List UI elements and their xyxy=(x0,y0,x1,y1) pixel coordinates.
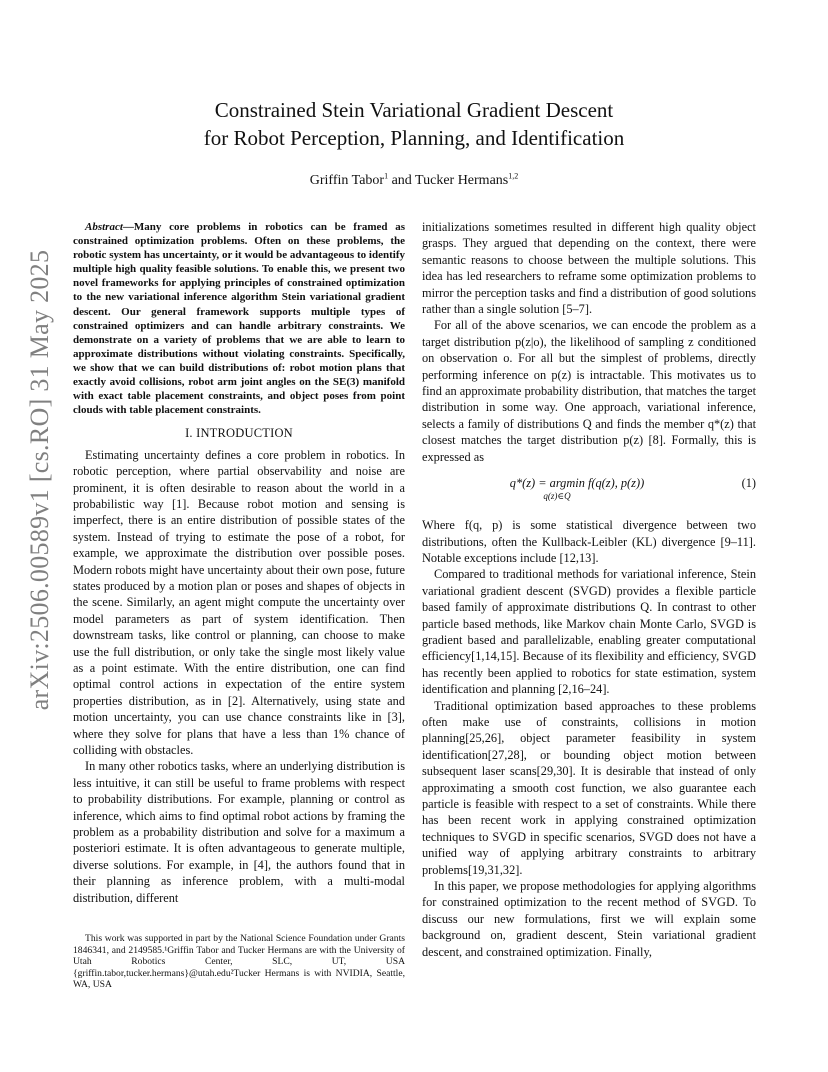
abstract xyxy=(73,220,405,417)
abstract-label: Abstract xyxy=(85,221,123,233)
right-paragraph-4: Traditional optimization based approaches to these problems often make use of constraints, collisions in motion planning[25,26], object parameter feasibility in system identification[27,28], or bounding object motion between subsequent laser scans[29,30]. It is desirable that instead of only approximating a smooth cost function, we also guarantee each particle is feasible with respect to a set of constraints. While there has been recent work in applying constrained optimization techniques to SVGD in specific scenarios, SVGD does not have a unified way of applying arbitrary constraints to arbitrary problems[19,31,32]. xyxy=(422,698,756,877)
abstract-text: Many core problems in robotics can be framed as constrained optimization problems. Often on these problems, the robotic system has uncertainty, or it would be advantageous to identify multiple high quality feasible solutions. To enable this, we present two novel frameworks for applying principles of constrained optimization to the new variational inference algorithm Stein variational gradient descent. Our general framework supports multiple types of constrained optimizers and can handle arbitrary constraints. We demonstrate on a variety of problems that we are able to learn to approximate distributions without violating constraints. Specifically, we show that we can build distributions of: robot motion plans that exactly avoid collisions, robot arm joint angles on the SE(3) manifold with exact table placement constraints, and object poses from point clouds with table placement constraints. xyxy=(73,221,405,417)
intro-paragraph-1: Estimating uncertainty defines a core problem in robotics. In robotic perception, where partial observability and noise are prominent, it is often desirable to reason about the world in a probabilistic way [1]. Because robot motion and sensing is imperfect, there is an entire distribution of possible states of the system. Instead of trying to estimate the pose of a robot, for example, we approximate the distribution over possible poses. Modern robots might have uncertainty about their own pose, future states produced by a motion plan or poses and shapes of objects in the scene. Similarly, an agent might compute the uncertainty over model parameters as part of system identification. Then downstream tasks, like control or planning, can choose to make use the full distribution, or only take the single most likely value as a point estimate. With the entire distribution, one can find optimal control actions in expectation of the entire system properties distribution, as in [2]. Alternatively, using state and motion uncertainty, you can use chance constraints like in [3], where they solve for plans that have a less than 1% chance of colliding with obstacles. xyxy=(73,447,405,758)
left-column xyxy=(73,220,405,906)
equation-main: q*(z) = argmin f(q(z), p(z)) xyxy=(509,476,645,491)
abstract-dash: — xyxy=(122,221,134,233)
equation-1 xyxy=(422,475,756,509)
arxiv-identifier: arXiv:2506.00589v1 [cs.RO] 31 May 2025 xyxy=(25,249,54,711)
right-paragraph-3: Compared to traditional methods for variational inference, Stein variational gradient descent (SVGD) provides a flexible particle based family of approximate distributions Q. In contrast to other particle based methods, like Markov chain Monte Carlo, SVGD is gradient based and parallelizable, enabling greater computational efficiency[1,14,15]. Because of its flexibility and efficiency, SVGD has recently been applied to robotics for state estimation, system identification and planning [2,16–24]. xyxy=(422,567,756,697)
right-paragraph-1: For all of the above scenarios, we can encode the problem as a target distribution p(z|o), the likelihood of sampling z conditioned on observation o. For all but the simplest of problems, directly performing inference on p(z) is intractable. This motivates us to find an approximate probability distribution, that matches the target distribution in some way. One approach, variational inference, selects a family of distributions Q and finds the member q*(z) that closest matches the target distribution p(z) [8]. Formally, this is expressed as xyxy=(422,318,756,464)
intro-paragraph-2: In many other robotics tasks, where an underlying distribution is less intuitive, it can still be useful to frame problems with respect to probability distributions. For example, planning or control as inference, which aims to find optimal robot actions by framing the problem as a probability distribution and solve for a maximum a posteriori estimate. It is often advantageous to generate multiple, diverse solutions. For example, in [4], the authors found that in their planning as inference problem, with a multi-modal distribution, different xyxy=(73,759,405,905)
equation-body xyxy=(422,475,732,500)
author-1-affiliation: 1 xyxy=(384,171,389,181)
author-2-affiliation: 1,2 xyxy=(508,171,519,181)
title-line-1: Constrained Stein Variational Gradient Descent xyxy=(214,98,614,122)
right-paragraph-0: initializations sometimes resulted in different high quality object grasps. They argued that depending on the context, there were semantic reasons to choose between the multiple solutions. This idea has led researchers to reframe some optimization problems to mirror the perception tasks and find a distribution of good solutions rather than a single solution [5–7]. xyxy=(422,220,756,317)
title-line-2: for Robot Perception, Planning, and Identification xyxy=(203,126,625,150)
footnote: This work was supported in part by the National Science Foundation under Grants 1846341, and 2149585.¹Griffin Tabor and Tucker Hermans are with the University of Utah Robotics Center, SLC, UT, USA {griffin.tabor,tucker.hermans}@utah.edu²Tucker Hermans is with NVIDIA, Seattle, WA, USA xyxy=(73,933,405,991)
arxiv-sidebar-stamp xyxy=(20,249,60,711)
section-heading-introduction: I. INTRODUCTION xyxy=(185,426,293,441)
equation-number: (1) xyxy=(741,476,756,491)
right-paragraph-5: In this paper, we propose methodologies for applying algorithms for constrained optimization to the recent method of SVGD. To discuss our new formulations, first we will explain some background on, gradient descent, Stein variational gradient descent, and constrained optimization. Finally, xyxy=(422,879,756,959)
author-2: and Tucker Hermans xyxy=(391,173,509,188)
author-1: Griffin Tabor xyxy=(309,173,385,188)
right-column xyxy=(422,219,756,960)
authors xyxy=(0,173,828,189)
paper-title xyxy=(0,96,828,152)
right-paragraph-2: Where f(q, p) is some statistical divergence between two distributions, often the Kullback-Leibler (KL) divergence [9–11]. Notable exceptions include [12,13]. xyxy=(422,518,756,565)
equation-subscript: q(z)∈Q xyxy=(543,490,571,501)
